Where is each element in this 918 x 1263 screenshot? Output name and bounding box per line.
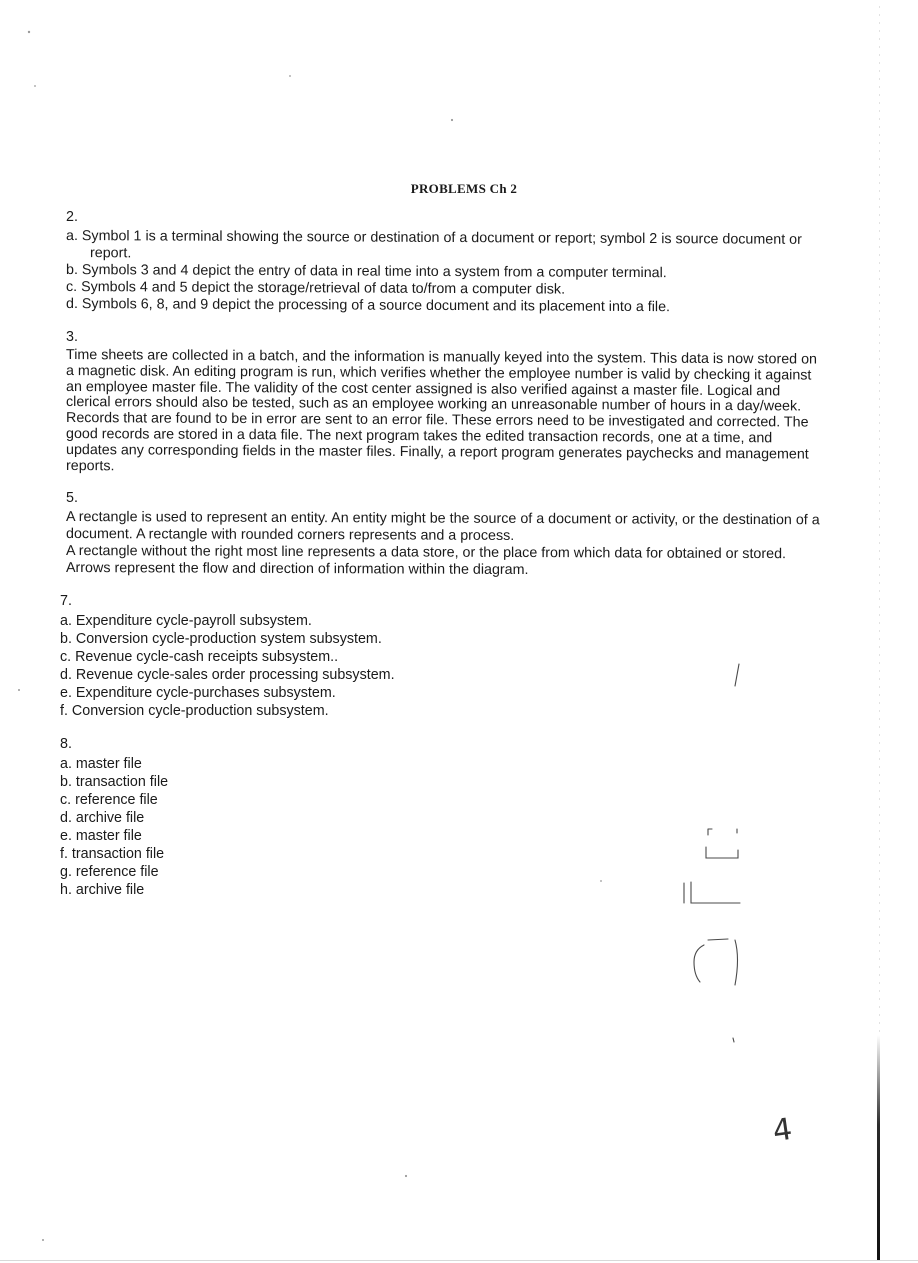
answer-item: b. transaction file [60,774,169,791]
answer-paragraph: Time sheets are collected in a batch, and the information is manually keyed into the system. This data is now stored on a magnetic disk. An editing program is run, which verifies whether the employee number is valid by checking it against an employee master file. The validity of the cost center assigned is also verified against a master file. Logical and clerical errors should also be tested, such as an employee working an unreasonable number of hours in a day/week. Records that are found to be in error are sent to an error file. These errors need to be investigated and corrected. The good records are stored in a data file. The next program takes the edited transaction records, one at a time, and updates any corresponding fields in the master files. Finally, a report program generates paychecks and management reports. [66,347,817,474]
answer-item: c. Symbols 4 and 5 depict the storage/retrieval of data to/from a computer disk. [66,279,566,298]
answer-paragraph: A rectangle is used to represent an entity. An entity might be the source of a document or activity, or the destination of a document. A rectangle with rounded corners represents and a process. [66,509,820,545]
archive-file-symbol-sketch [684,882,740,903]
problem-number: 5. [66,490,78,507]
scan-speck [600,880,602,882]
answer-item: g. reference file [60,864,159,881]
answer-paragraph: A rectangle without the right most line represents a data store, or the place from which data for obtained or stored. Arrows represent the flow and direction of information within the diagram. [66,543,787,579]
scan-speck [42,1239,44,1241]
answer-item: f. Conversion cycle-production subsystem. [60,703,329,720]
scan-speck [451,119,453,121]
reference-file-symbol-sketch [706,829,738,858]
scan-speck [18,689,20,691]
scan-speck [405,1175,407,1177]
answer-item: d. archive file [60,810,145,827]
problem-number: 8. [60,736,72,753]
answer-item: e. master file [60,828,142,845]
problem-number: 2. [66,209,78,225]
answer-item: a. Symbol 1 is a terminal showing the source or destination of a document or report; symbol 2 is source document or report. [66,228,802,262]
process-symbol-sketch [694,939,738,985]
pen-stroke-mark [735,664,739,686]
answer-item: d. Symbols 6, 8, and 9 depict the processing of a source document and its placement into a file. [66,296,670,316]
answer-item: f. transaction file [60,846,165,863]
problem-number: 7. [60,593,72,610]
problem-number: 3. [66,329,78,345]
answer-item: e. Expenditure cycle-purchases subsystem. [60,685,336,702]
answer-item: b. Conversion cycle-production system subsystem. [60,631,382,648]
answer-item: h. archive file [60,882,145,899]
scan-speck [28,31,30,33]
answer-item: d. Revenue cycle-sales order processing subsystem. [60,667,395,684]
page-title: PROBLEMS Ch 2 [410,181,518,196]
answer-item: c. reference file [60,792,158,809]
answer-item: a. Expenditure cycle-payroll subsystem. [60,613,312,630]
answer-item: a. master file [60,756,142,773]
answer-item: b. Symbols 3 and 4 depict the entry of data in real time into a system from a computer terminal. [66,262,667,282]
scan-speck [34,85,36,87]
scan-speck [289,75,291,77]
handwritten-page-number: 4 [770,1111,795,1150]
stray-mark [733,1038,734,1042]
answer-item: c. Revenue cycle-cash receipts subsystem.. [60,649,339,666]
